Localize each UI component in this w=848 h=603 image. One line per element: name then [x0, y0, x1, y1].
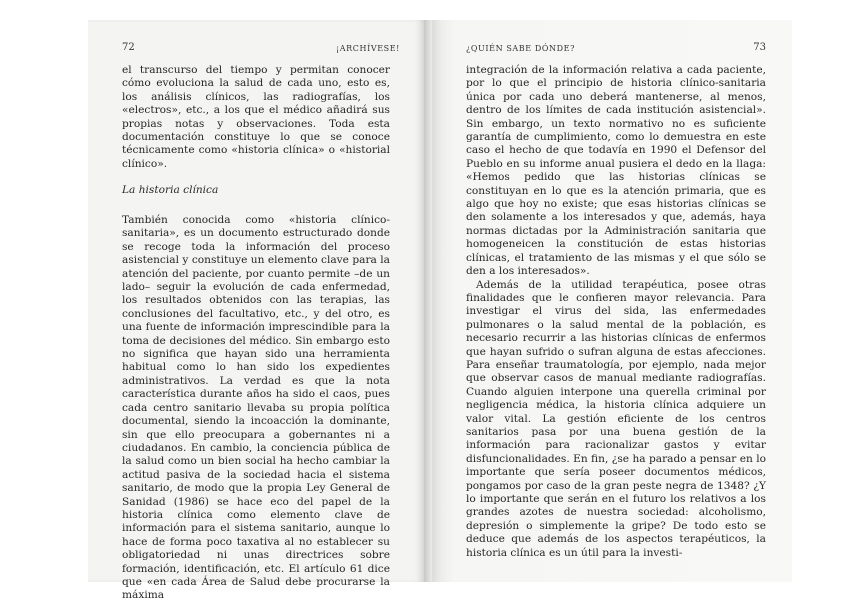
right-paragraph-1: integración de la información relativa a cada paciente, por lo que el principio de historia clínico-sanitaria única por cada uno deberá mantenerse, al menos, dentro de los límites de cada institución asistencial». Sin embargo, un texto normativo no es suficiente garantía de cumplimiento, como lo demuestra en este caso el hecho de que todavía en 1990 el Defensor del Pueblo en su informe anual pusiera el dedo en la llaga: «Hemos pedido que las historias clínicas se constituyan en lo que es la atención primaria, que es algo que hoy no existe; que esas historias clínicas se den solamente a los interesados y que, además, haya normas dictadas por la Administración sanitaria que homogeneicen la constitución de estas historias clínicas, el tratamiento de las mismas y el que sólo se den a los interesados». — [466, 64, 766, 278]
left-body-bottom — [122, 214, 390, 603]
book-gutter — [424, 20, 432, 582]
left-paragraph-2: También conocida como «historia clínico-sanitaria», es un documento estructurado donde se recoge toda la información del proceso asistencial y constituye un elemento clave para la atención del paciente, por cuanto permite –de un lado– seguir la evolución de cada enfermedad, los resultados obtenidos con las terapias, las conclusiones del facultativo, etc., y del otro, es una fuente de información imprescindible para la toma de decisiones del médico. Sin embargo esto no significa que hayan sido una herramienta habitual como lo han sido los expedientes administrativos. La verdad es que la nota característica durante años ha sido el caos, pues cada centro sanitario llevaba su propia política documental, siendo la incoacción la dominante, sin que ello preocupara a gobernantes ni a ciudadanos. En cambio, la conciencia pública de la salud como un bien social ha hecho cambiar la actitud pasiva de la sociedad hacia el sistema sanitario, de modo que la propia Ley General de Sanidad (1986) se hace eco del papel de la historia clínica como elemento clave de información para el sistema sanitario, aunque lo hace de forma poco taxativa al no establecer su obligatoriedad ni unas directrices sobre formación, identificación, etc. El artículo 61 dice que «en cada Área de Salud debe procurarse la máxima — [122, 214, 390, 602]
right-page-number: 73 — [753, 42, 766, 53]
left-running-head: ¡ARCHÍVESE! — [335, 44, 400, 53]
section-heading: La historia clínica — [122, 184, 219, 196]
right-body — [466, 64, 766, 560]
right-paragraph-2: Además de la utilidad terapéutica, posee otras finalidades que le confieren mayor relevancia. Para investigar el virus del sida, las enfermedades pulmonares o la salud mental de la población, es necesario recurrir a las historias clínicas de enfermos que hayan sufrido o sufran alguna de estas afecciones. Para enseñar traumatología, por ejemplo, nada mejor que observar casos de manual mediante radiografías. Cuando alguien interpone una querella criminal por negligencia médica, la historia clínica adquiere un valor vital. La gestión eficiente de los centros sanitarios pasa por una buena gestión de la información para racionalizar gastos y evitar disfuncionalidades. En fin, ¿se ha parado a pensar en lo importante que sería poseer documentos médicos, pongamos por caso de la gran peste negra de 1348? ¿Y lo importante que serán en el futuro los relativos a los grandes azotes de nuestra sociedad: alcoholismo, depresión o simplemente la gripe? De todo esto se deduce que además de los aspectos terapéuticos, la historia clínica es un útil para la investi- — [466, 278, 766, 559]
right-page — [432, 20, 792, 582]
left-page — [88, 20, 424, 602]
right-running-head: ¿QUIÉN SABE DÓNDE? — [466, 44, 575, 53]
left-paragraph-1: el transcurso del tiempo y permitan conocer cómo evoluciona la salud de cada uno, esto es, los análisis clínicos, las radiografías, los «electros», etc., a los que el médico añadirá sus propias notas y observaciones. Toda esta documentación constituye lo que se conoce técnicamente como «historia clínica» o «historial clínico». — [122, 64, 390, 170]
left-body-top — [122, 64, 390, 171]
left-page-number: 72 — [122, 42, 135, 53]
